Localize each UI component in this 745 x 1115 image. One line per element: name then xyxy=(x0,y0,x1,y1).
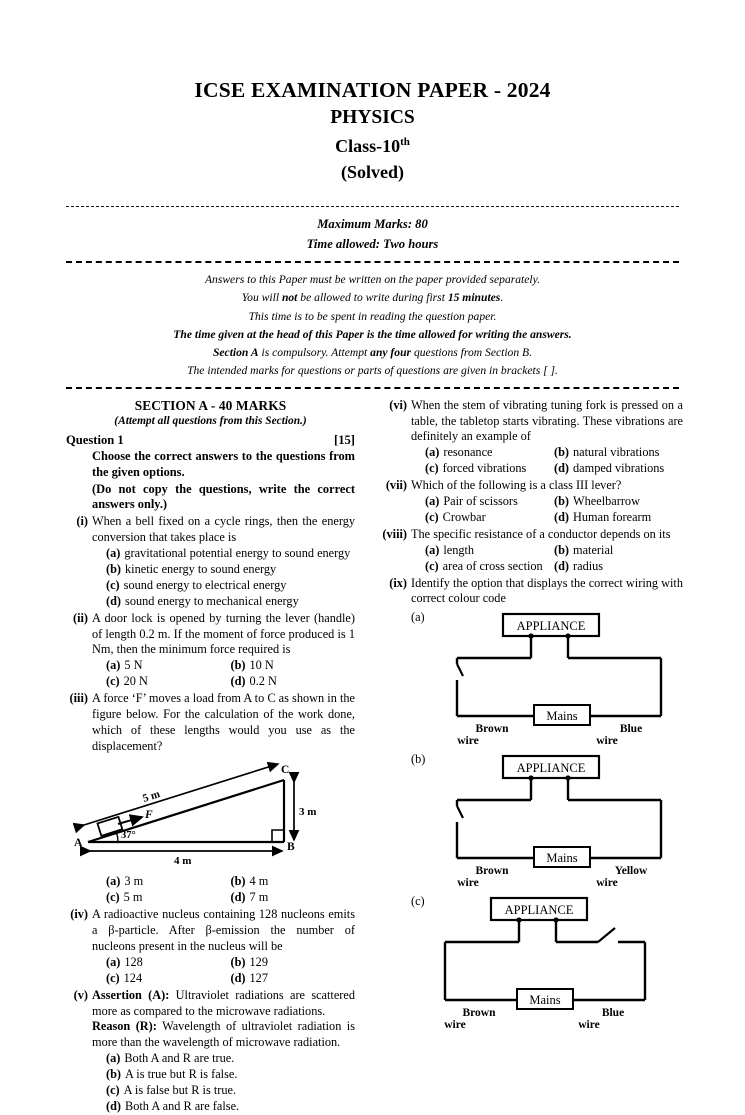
mains-label: Mains xyxy=(546,709,578,724)
question-number-iii: (iii) xyxy=(69,691,88,706)
option-text: forced vibrations xyxy=(442,461,527,476)
option-label: (a) xyxy=(106,954,121,969)
instruction-2e: . xyxy=(500,291,504,305)
option-iv-d[interactable] xyxy=(231,971,356,987)
content-columns xyxy=(0,389,745,1115)
force-triangle-figure xyxy=(66,758,355,871)
option-label: (a) xyxy=(425,445,440,460)
instruction-2c: be allowed to write during first xyxy=(297,291,448,305)
option-i-d[interactable] xyxy=(106,594,355,610)
option-row xyxy=(411,510,683,526)
instructions-block xyxy=(0,263,745,387)
option-iii-b[interactable] xyxy=(231,874,356,890)
circuit-c-label: (c) xyxy=(411,894,425,909)
option-label: (d) xyxy=(554,509,570,524)
question-1-label: Question 1 xyxy=(66,432,124,447)
option-row xyxy=(92,874,355,890)
time-allowed: Time allowed: Two hours xyxy=(306,237,439,252)
option-i-c[interactable] xyxy=(106,578,355,594)
option-ii-a[interactable] xyxy=(106,658,231,674)
assertion-text: Ultraviolet radiations are scattered more as compared to the microwave radiations. xyxy=(92,987,356,1018)
circuit-b-label: (b) xyxy=(411,752,426,767)
option-text: 128 xyxy=(124,954,143,969)
question-number-iv: (iv) xyxy=(70,907,88,922)
options-ii xyxy=(92,658,355,690)
mains-label: Mains xyxy=(546,851,578,866)
question-item-iii xyxy=(66,691,355,754)
circuit-a-svg xyxy=(435,610,683,738)
instruction-5b: is compulsory. Attempt xyxy=(258,346,371,360)
option-label: (c) xyxy=(425,509,439,524)
option-text: Both A and R are false. xyxy=(125,1098,240,1113)
option-iii-a[interactable] xyxy=(106,874,231,890)
option-label: (b) xyxy=(554,445,570,460)
option-row xyxy=(92,955,355,971)
option-text: resonance xyxy=(443,445,493,460)
option-label: (d) xyxy=(230,890,246,905)
option-iv-b[interactable] xyxy=(231,955,356,971)
option-text: 129 xyxy=(249,954,268,969)
switch-blade[interactable] xyxy=(457,806,463,818)
option-label: (b) xyxy=(554,493,570,508)
option-label: (b) xyxy=(106,1066,122,1081)
option-vii-c[interactable] xyxy=(425,510,554,526)
instruction-2a: You will xyxy=(241,291,282,305)
option-text: 127 xyxy=(249,970,268,985)
option-label: (b) xyxy=(230,874,246,889)
section-heading: SECTION A - 40 MARKS xyxy=(134,397,287,413)
right-wire-line1: Yellow xyxy=(614,865,648,878)
instruction-2b: not xyxy=(281,291,298,305)
option-label: (a) xyxy=(106,1050,121,1065)
right-wire-line1: Blue xyxy=(619,723,643,736)
instruction-line-4: The time given at the head of this Paper is the time allowed for writing the answers. xyxy=(173,327,572,341)
option-vii-a[interactable] xyxy=(425,494,554,510)
brown-wire-line1: Brown xyxy=(462,1007,496,1020)
option-row xyxy=(411,559,683,575)
class-suffix: th xyxy=(400,135,410,148)
marks-block xyxy=(0,207,745,261)
option-text: 20 N xyxy=(123,674,148,689)
brown-wire-line1: Brown xyxy=(475,865,509,878)
right-wire-line1: Blue xyxy=(601,1007,625,1020)
question-item-vi xyxy=(377,398,683,445)
switch-blade[interactable] xyxy=(457,664,463,676)
options-viii xyxy=(411,543,683,575)
right-wire-line2: wire xyxy=(596,735,618,748)
instruction-line-1: Answers to this Paper must be written on the paper provided separately. xyxy=(204,272,541,286)
option-text: 0.2 N xyxy=(249,674,277,689)
option-row xyxy=(92,971,355,987)
instruction-line-6: The intended marks for questions or parts of questions are given in brackets [ ]. xyxy=(187,364,558,378)
question-item-v xyxy=(66,988,355,1020)
question-text-ix: Identify the option that displays the correct wiring with correct colour code xyxy=(411,575,683,606)
question-text-v xyxy=(92,988,355,1020)
circuit-option-b[interactable] xyxy=(411,752,683,890)
option-text: A is true but R is false. xyxy=(125,1066,238,1081)
question-number-vii: (vii) xyxy=(385,478,407,493)
question-item-vii xyxy=(377,478,683,494)
angle-arc xyxy=(117,833,119,843)
question-text-i: When a bell fixed on a cycle rings, then the energy conversion that takes place is xyxy=(92,514,355,545)
option-text: 4 m xyxy=(249,874,269,889)
instruction-2d: 15 minutes xyxy=(447,291,501,305)
class-text: Class-10 xyxy=(335,135,401,156)
question-item-ix xyxy=(377,576,683,608)
circuit-option-c[interactable] xyxy=(411,894,683,1032)
option-text: area of cross section xyxy=(442,558,543,573)
vertex-b-label: B xyxy=(287,841,295,854)
option-vi-d[interactable] xyxy=(554,461,683,477)
option-text: Pair of scissors xyxy=(443,493,518,508)
question-number-v: (v) xyxy=(73,987,88,1002)
option-label: (d) xyxy=(230,970,246,985)
right-wire-line2: wire xyxy=(578,1019,600,1032)
option-label: (a) xyxy=(106,658,121,673)
instruction-line-5 xyxy=(0,344,745,362)
option-iii-d[interactable] xyxy=(231,890,356,906)
option-viii-a[interactable] xyxy=(425,543,554,559)
question-item-viii xyxy=(377,527,683,543)
option-text: material xyxy=(573,542,614,557)
option-text: gravitational potential energy to sound energy xyxy=(124,545,351,560)
vertical-label: 3 m xyxy=(299,806,317,819)
question-number-i: (i) xyxy=(76,514,88,529)
triangle-diagram-svg xyxy=(66,758,326,866)
question-text-iii: A force ‘F’ moves a load from A to C as shown in the figure below. For the calculation of the work done, which of these lengths would you use as the displacement? xyxy=(92,691,355,753)
question-number-ii: (ii) xyxy=(72,610,88,625)
option-v-c[interactable] xyxy=(106,1083,355,1099)
option-iii-c[interactable] xyxy=(106,890,231,906)
hypotenuse-measure-arrow xyxy=(84,764,278,825)
option-text: Wheelbarrow xyxy=(573,493,640,508)
question-text-ii: A door lock is opened by turning the lever (handle) of length 0.2 m. If the moment of force produced is 1 Nm, then the minimum force required is xyxy=(92,610,355,657)
instruction-line-3: This time is to be spent in reading the question paper. xyxy=(248,309,497,323)
option-text: radius xyxy=(573,558,604,573)
option-row xyxy=(411,461,683,477)
option-text: 10 N xyxy=(249,658,274,673)
option-row xyxy=(411,445,683,461)
force-arrow xyxy=(118,817,142,824)
option-label: (b) xyxy=(554,542,570,557)
brown-wire-line1: Brown xyxy=(475,723,509,736)
option-ii-c[interactable] xyxy=(106,674,231,690)
appliance-label: APPLIANCE xyxy=(504,903,574,918)
question-item-i xyxy=(66,514,355,546)
option-text: 124 xyxy=(123,970,143,985)
option-text: A is false but R is true. xyxy=(123,1082,237,1097)
option-label: (a) xyxy=(106,545,121,560)
option-row xyxy=(411,494,683,510)
maximum-marks: Maximum Marks: 80 xyxy=(317,216,428,231)
right-wire-line2: wire xyxy=(596,877,618,890)
options-iii xyxy=(92,874,355,906)
option-label: (a) xyxy=(425,493,440,508)
question-number-vi: (vi) xyxy=(389,397,407,412)
reason-label: Reason (R): xyxy=(92,1019,157,1034)
question-1-lead-2: (Do not copy the questions, write the correct answers only.) xyxy=(92,481,355,512)
option-label: (b) xyxy=(230,658,246,673)
option-text: sound energy to mechanical energy xyxy=(125,593,299,608)
option-text: Human forearm xyxy=(573,509,652,524)
option-vi-b[interactable] xyxy=(554,445,683,461)
option-label: (d) xyxy=(554,461,570,476)
question-text-vii: Which of the following is a class III lever? xyxy=(411,478,622,493)
option-label: (d) xyxy=(106,593,122,608)
brown-wire-line2: wire xyxy=(457,877,479,890)
options-vii xyxy=(411,494,683,526)
question-1-line xyxy=(66,433,355,448)
question-text-vi: When the stem of vibrating tuning fork is pressed on a table, the tabletop starts vibrating. These vibrations are definitely an example of xyxy=(411,397,683,444)
option-label: (d) xyxy=(230,674,246,689)
options-v xyxy=(92,1051,355,1115)
vertex-c-label: C xyxy=(281,764,290,777)
option-ii-d[interactable] xyxy=(231,674,356,690)
option-i-a[interactable] xyxy=(106,546,355,562)
mains-label: Mains xyxy=(529,993,561,1008)
instruction-5c: any four xyxy=(370,346,412,360)
assertion-label: Assertion (A): xyxy=(92,987,170,1002)
option-text: kinetic energy to sound energy xyxy=(125,561,277,576)
spacer xyxy=(66,1019,92,1051)
option-text: length xyxy=(443,542,475,557)
option-vi-c[interactable] xyxy=(425,461,554,477)
option-vii-d[interactable] xyxy=(554,510,683,526)
subject-title: PHYSICS xyxy=(330,107,415,129)
brown-wire-line2: wire xyxy=(457,735,479,748)
brown-wire-line2: wire xyxy=(444,1019,466,1032)
option-i-b[interactable] xyxy=(106,562,355,578)
option-row xyxy=(92,674,355,690)
angle-label: 37° xyxy=(121,830,136,842)
circuit-option-a[interactable] xyxy=(411,610,683,748)
option-row xyxy=(411,543,683,559)
instruction-line-2 xyxy=(0,289,745,307)
options-iv xyxy=(92,955,355,987)
question-number-viii: (viii) xyxy=(382,526,407,541)
force-label: F xyxy=(145,809,153,822)
option-viii-c[interactable] xyxy=(425,559,554,575)
left-column xyxy=(66,398,355,1115)
option-label: (c) xyxy=(106,1082,120,1097)
option-row xyxy=(92,658,355,674)
question-1-marks: [15] xyxy=(334,432,355,447)
option-label: (a) xyxy=(425,542,440,557)
solved-title: (Solved) xyxy=(341,162,404,183)
option-row xyxy=(92,890,355,906)
option-vii-b[interactable] xyxy=(554,494,683,510)
option-vi-a[interactable] xyxy=(425,445,554,461)
reason-text-block xyxy=(92,1019,355,1051)
circuit-a-label: (a) xyxy=(411,610,425,625)
question-1-lead-1: Choose the correct answers to the questions from the given options. xyxy=(92,448,355,479)
appliance-label: APPLIANCE xyxy=(516,761,586,776)
options-i xyxy=(92,546,355,610)
instruction-5d: questions from Section B. xyxy=(411,346,533,360)
option-viii-b[interactable] xyxy=(554,543,683,559)
option-iv-a[interactable] xyxy=(106,955,231,971)
paper-header xyxy=(0,0,745,184)
option-v-b[interactable] xyxy=(106,1067,355,1083)
option-text: damped vibrations xyxy=(573,461,665,476)
hypotenuse-label: 5 m xyxy=(141,788,162,806)
option-v-d[interactable] xyxy=(106,1099,355,1115)
section-subheading: (Attempt all questions from this Section.) xyxy=(114,414,307,427)
option-label: (c) xyxy=(425,558,439,573)
option-label: (c) xyxy=(425,461,439,476)
option-text: sound energy to electrical energy xyxy=(123,577,287,592)
right-column xyxy=(377,398,683,1115)
right-angle-marker xyxy=(272,830,284,842)
page-title: ICSE EXAMINATION PAPER - 2024 xyxy=(194,78,551,102)
option-ii-b[interactable] xyxy=(231,658,356,674)
incline-line xyxy=(88,780,284,842)
option-text: 5 N xyxy=(124,658,143,673)
base-label: 4 m xyxy=(174,855,192,867)
option-text: 5 m xyxy=(123,890,143,905)
option-label: (d) xyxy=(554,558,570,573)
reason-text: Wavelength of ultraviolet radiation is more than the wavelength of microwave radiation. xyxy=(92,1019,355,1050)
question-text-iv: A radioactive nucleus containing 128 nucleons emits a β-particle. After β-emission the number of nucleons present in the nucleus will be xyxy=(92,907,355,953)
option-v-a[interactable] xyxy=(106,1051,355,1067)
option-text: natural vibrations xyxy=(573,445,660,460)
option-label: (a) xyxy=(106,874,121,889)
options-vi xyxy=(411,445,683,477)
question-item-ii xyxy=(66,611,355,658)
option-text: 3 m xyxy=(124,874,144,889)
option-label: (c) xyxy=(106,674,120,689)
option-text: 7 m xyxy=(249,890,269,905)
class-title xyxy=(0,135,745,158)
option-text: Both A and R are true. xyxy=(124,1050,235,1065)
appliance-label: APPLIANCE xyxy=(516,619,586,634)
option-label: (c) xyxy=(106,890,120,905)
option-viii-d[interactable] xyxy=(554,559,683,575)
option-label: (c) xyxy=(106,970,120,985)
option-label: (d) xyxy=(106,1098,122,1113)
question-text-viii: The specific resistance of a conductor depends on its xyxy=(411,526,671,541)
option-label: (b) xyxy=(230,954,246,969)
option-iv-c[interactable] xyxy=(106,971,231,987)
instruction-5a: Section A xyxy=(212,346,259,360)
circuit-b-svg xyxy=(435,752,683,880)
vertex-a-label: A xyxy=(74,837,83,850)
option-label: (b) xyxy=(106,561,122,576)
option-text: Crowbar xyxy=(442,509,486,524)
switch-blade[interactable] xyxy=(598,928,615,942)
question-item-iv xyxy=(66,907,355,954)
question-number-ix: (ix) xyxy=(389,575,407,590)
option-label: (c) xyxy=(106,577,120,592)
question-item-v-reason xyxy=(66,1019,355,1051)
circuit-c-svg xyxy=(435,894,683,1022)
